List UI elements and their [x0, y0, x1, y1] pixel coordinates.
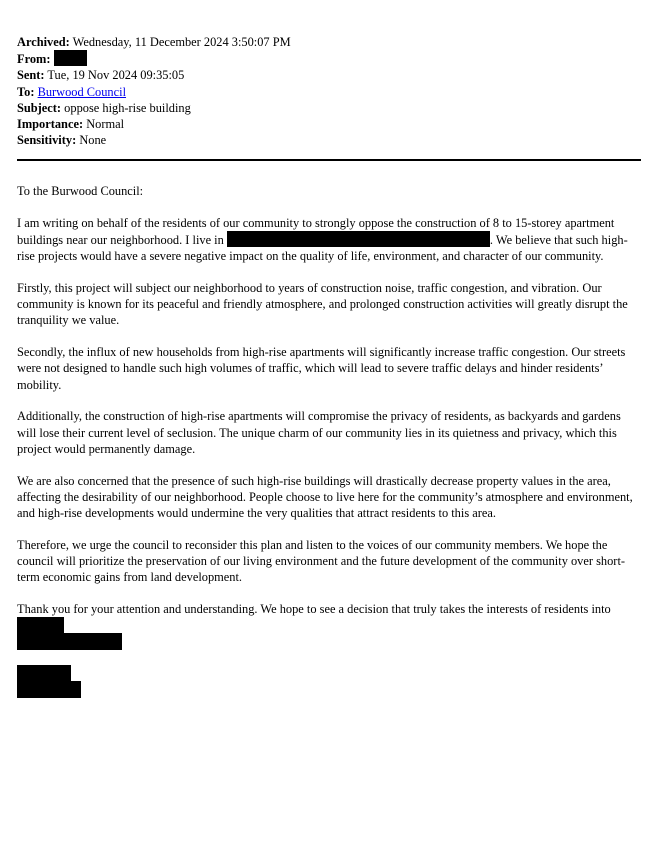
- to-link[interactable]: Burwood Council: [37, 84, 127, 99]
- to-row: [17, 84, 641, 100]
- paragraph-6: Therefore, we urge the council to reconsider this plan and listen to the voices of our community members. We hope the council will prioritize the preservation of our living environment and the future development of the community over short-term economic gains from land development.: [17, 537, 626, 585]
- subject-value: oppose high-rise building: [64, 100, 191, 115]
- redacted-sender: [54, 50, 87, 66]
- sensitivity-label: Sensitivity:: [17, 133, 77, 148]
- email-header: [17, 34, 641, 148]
- from-row: [17, 50, 641, 67]
- subject-row: [17, 100, 641, 116]
- paragraph-3: Secondly, the influx of new households from high-rise apartments will significantly increase traffic congestion. Our streets were not designed to handle such high volumes of traffic, which will lead to severe traffic delays and hinder residents’ mobility.: [17, 345, 626, 392]
- redacted-signature-name-top: [17, 617, 64, 634]
- paragraph-7: Thank you for your attention and understanding. We hope to see a decision that truly takes the interests of residents into: [17, 602, 611, 617]
- paragraph-1-start: I am writing on behalf of the residents of our community to strongly oppose the construction of 8 to 15-storey apartment buildings near our neighborhood. I live in: [17, 215, 615, 247]
- importance-label: Importance:: [17, 117, 84, 132]
- redacted-signature-contact-bottom: [17, 681, 81, 698]
- sent-value: Tue, 19 Nov 2024 09:35:05: [47, 68, 185, 83]
- redacted-signature-contact-top: [17, 665, 71, 682]
- subject-label: Subject:: [17, 100, 62, 115]
- paragraph-1-end: . We believe that such high-rise projects would have a severe negative impact on the quality of life, environment, and character of our community.: [17, 233, 628, 264]
- sensitivity-value: None: [79, 133, 107, 148]
- paragraph-2: Firstly, this project will subject our neighborhood to years of construction noise, traffic congestion, and vibration. Our community is known for its peaceful and friendly atmosphere, and prolonged construction activities will greatly disrupt the tranquility we value.: [17, 281, 628, 328]
- paragraph-4: Additionally, the construction of high-rise apartments will compromise the privacy of residents, as backyards and gardens will lose their current level of seclusion. The unique charm of our community lies in its quietness and privacy, which this project would permanently damage.: [17, 409, 621, 456]
- paragraph-5: We are also concerned that the presence of such high-rise buildings will drastically decrease property values in the area, affecting the desirability of our neighborhood. People choose to live here for the community’s atmosphere and environment, and high-rise developments would undermine the very qualities that attract residents to this area.: [17, 473, 633, 521]
- redacted-address: [227, 231, 490, 247]
- header-divider: [17, 159, 641, 161]
- email-body: [17, 183, 641, 649]
- archived-row: [17, 34, 641, 50]
- sent-row: [17, 67, 641, 83]
- to-label: To:: [17, 84, 35, 99]
- paragraph-1: [17, 215, 641, 265]
- archived-label: Archived:: [17, 35, 70, 49]
- sent-label: Sent:: [17, 68, 45, 83]
- from-label: From:: [17, 52, 51, 67]
- redacted-signature-name-bottom: [17, 633, 122, 650]
- greeting: To the Burwood Council:: [17, 184, 144, 198]
- archived-value: Wednesday, 11 December 2024 3:50:07 PM: [72, 35, 291, 49]
- importance-row: [17, 116, 641, 132]
- importance-value: Normal: [86, 117, 125, 132]
- sensitivity-row: [17, 132, 641, 148]
